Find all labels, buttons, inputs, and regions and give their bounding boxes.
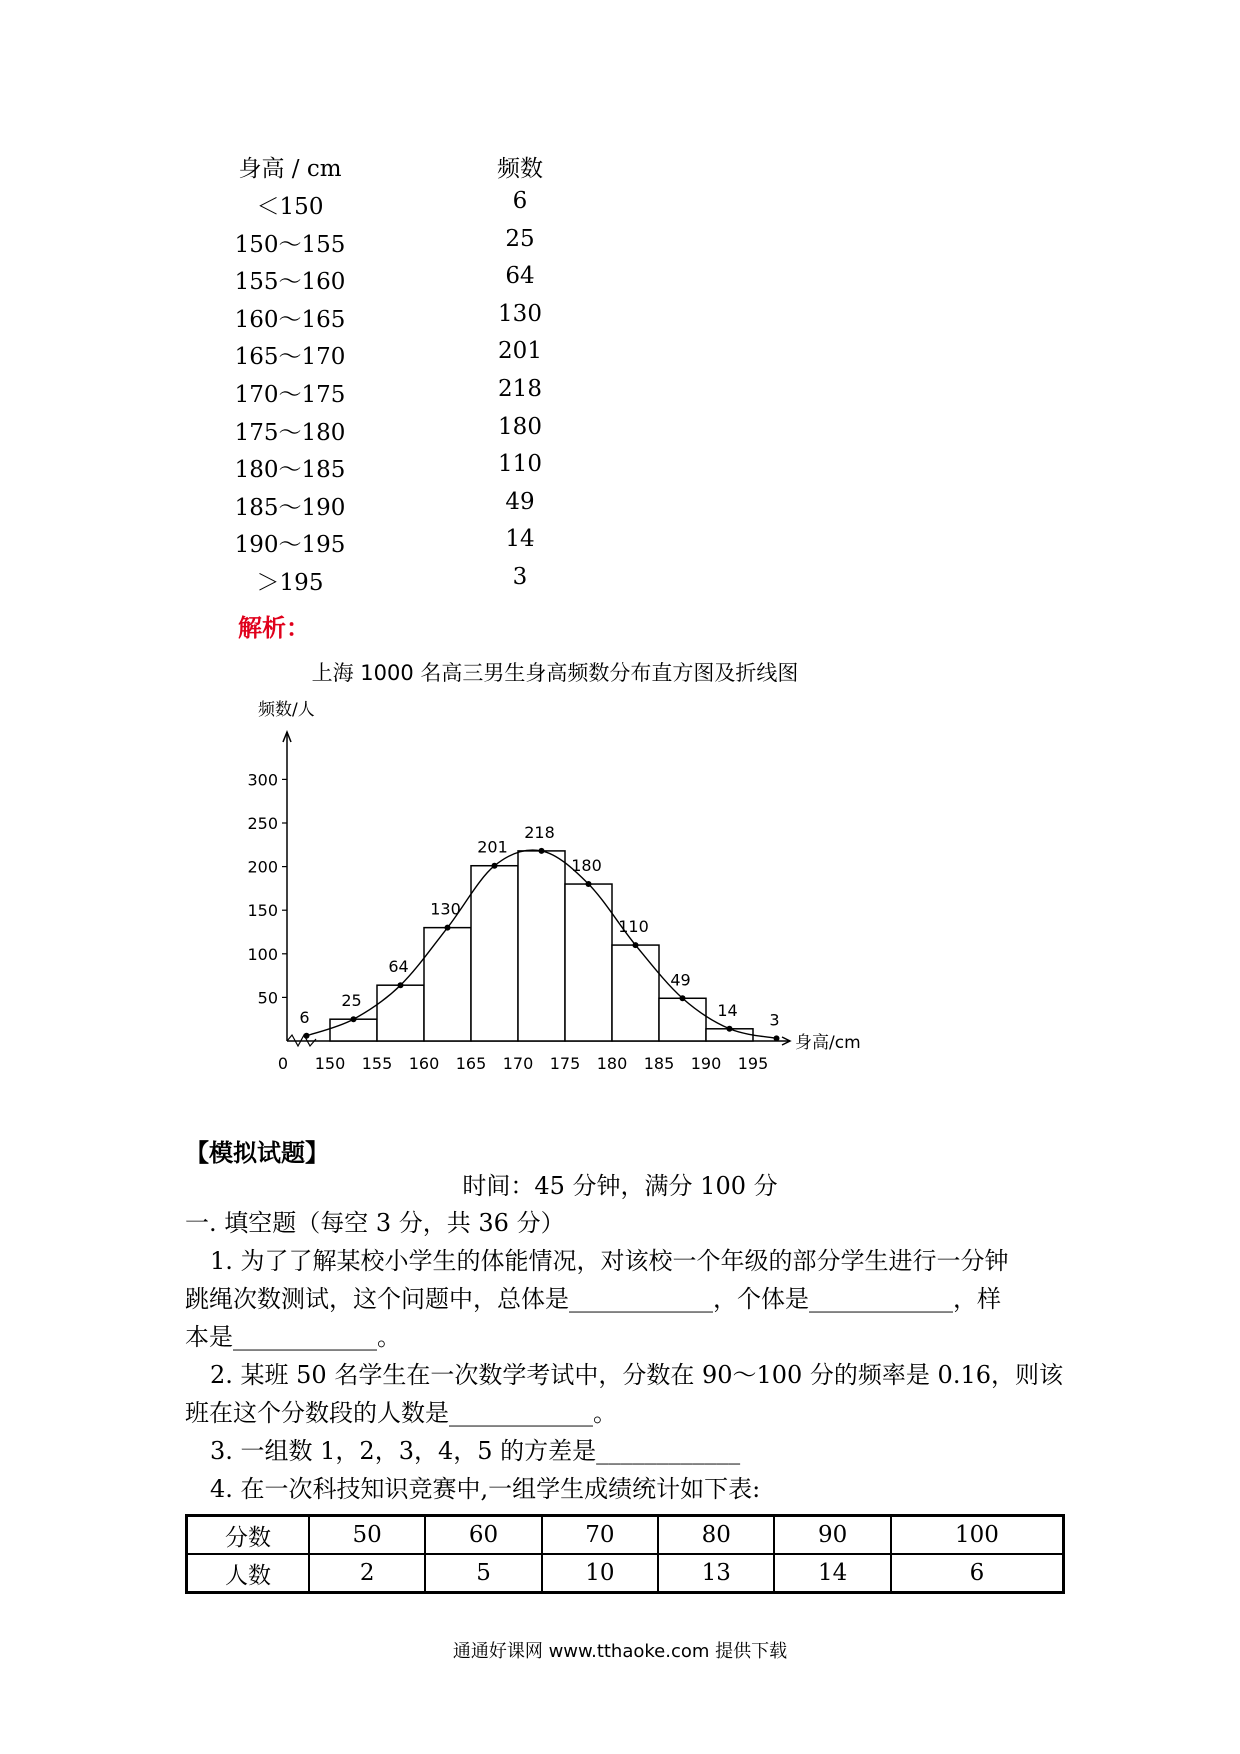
height-range-cell: 165～170 <box>234 344 346 371</box>
x-tick-label: 155 <box>361 1054 393 1073</box>
data-label: 25 <box>341 991 362 1011</box>
frequency-cell: 110 <box>498 451 542 478</box>
height-range-cell: 170～175 <box>234 382 346 408</box>
histogram-bar <box>612 945 659 1041</box>
score-table <box>185 1514 1065 1594</box>
table-row <box>0 451 620 487</box>
frequency-cell: 201 <box>498 338 542 365</box>
table-row <box>0 188 620 224</box>
frequency-cell: 6 <box>512 188 528 214</box>
frequency-cell: 218 <box>498 376 542 402</box>
y-tick-label: 200 <box>247 857 278 877</box>
polygon-point <box>304 1033 310 1039</box>
histogram-bar <box>330 1019 377 1041</box>
score-cell: 50 <box>309 1516 425 1555</box>
table-row <box>0 414 620 450</box>
x-tick-label: 185 <box>643 1054 675 1073</box>
score-cell: 70 <box>542 1516 658 1555</box>
table-row <box>0 564 620 600</box>
x-tick-label: 0 <box>277 1054 289 1073</box>
question-4: 4. 在一次科技知识竞赛中,一组学生成绩统计如下表: <box>210 1475 761 1503</box>
frequency-cell: 14 <box>505 526 535 553</box>
data-label: 218 <box>524 822 555 842</box>
frequency-cell: 3 <box>512 564 528 590</box>
x-tick-label: 170 <box>502 1054 534 1073</box>
y-tick-label: 250 <box>247 814 278 833</box>
height-range-cell: 150～155 <box>234 231 346 258</box>
polygon-point <box>398 982 404 988</box>
score-cell: 80 <box>658 1516 774 1555</box>
count-cell: 6 <box>891 1554 1064 1593</box>
x-tick-label: 165 <box>455 1054 487 1073</box>
height-range-cell: 160～165 <box>234 306 346 333</box>
question-1-line-3: 本是____________。 <box>185 1323 401 1351</box>
footer: 通通好课网 www.tthaoke.com 提供下载 <box>452 1641 788 1662</box>
table-header-row <box>0 150 620 186</box>
height-range-cell: 175～180 <box>234 419 346 446</box>
table-row <box>0 263 620 299</box>
height-range-cell: ＜150 <box>256 194 324 220</box>
count-cell: 5 <box>425 1554 541 1593</box>
count-row <box>187 1554 1064 1593</box>
histogram-bar <box>377 985 424 1041</box>
count-cell: 14 <box>774 1554 890 1593</box>
count-row-label: 人数 <box>187 1554 310 1593</box>
question-2-line-1: 2. 某班 50 名学生在一次数学考试中，分数在 90～100 分的频率是 0.16，则该 <box>210 1361 1063 1389</box>
polygon-point <box>633 942 639 948</box>
polygon-point <box>445 925 451 931</box>
histogram-bar <box>659 998 706 1041</box>
score-row-label: 分数 <box>187 1516 310 1555</box>
y-tick-label: 150 <box>247 901 278 921</box>
header-height: 身高 / cm <box>238 156 342 182</box>
table-row <box>0 338 620 374</box>
histogram-bar <box>565 884 612 1041</box>
count-cell: 10 <box>542 1554 658 1593</box>
question-1-line-1: 1. 为了了解某校小学生的体能情况，对该校一个年级的部分学生进行一分钟 <box>210 1247 1009 1275</box>
table-row <box>0 301 620 337</box>
height-range-cell: 185～190 <box>234 494 346 521</box>
polygon-point <box>351 1016 357 1022</box>
data-label: 49 <box>670 970 691 990</box>
y-tick-label: 300 <box>247 770 278 790</box>
chart-title: 上海 1000 名高三男生身高频数分布直方图及折线图 <box>311 661 799 685</box>
polygon-point <box>492 863 498 869</box>
data-label: 110 <box>618 917 649 937</box>
height-range-cell: 180～185 <box>234 457 346 484</box>
data-label: 201 <box>477 837 508 857</box>
header-frequency: 频数 <box>497 156 543 182</box>
height-range-cell: ＞195 <box>256 570 324 596</box>
height-range-cell: 190～195 <box>234 532 346 559</box>
score-cell: 100 <box>891 1516 1064 1555</box>
data-label: 180 <box>571 856 602 876</box>
x-tick-label: 195 <box>737 1054 769 1073</box>
x-tick-label: 150 <box>314 1054 346 1073</box>
question-2-line-2: 班在这个分数段的人数是____________。 <box>185 1399 617 1427</box>
y-tick-label: 50 <box>257 988 278 1008</box>
table-row <box>0 489 620 525</box>
data-label: 6 <box>299 1007 310 1027</box>
polygon-point <box>727 1026 733 1032</box>
table-row <box>0 226 620 262</box>
analysis-label: 解析： <box>238 614 310 642</box>
frequency-cell: 180 <box>498 413 542 440</box>
question-1-line-2: 跳绳次数测试，这个问题中，总体是____________，个体是____________，样 <box>185 1285 1001 1313</box>
height-range-cell: 155～160 <box>234 269 346 296</box>
count-cell: 2 <box>309 1554 425 1593</box>
polygon-point <box>680 995 686 1001</box>
count-cell: 13 <box>658 1554 774 1593</box>
polygon-point <box>774 1035 780 1041</box>
table-row <box>0 376 620 412</box>
data-label: 64 <box>388 957 409 977</box>
x-axis-label: 身高/cm <box>795 1033 861 1053</box>
score-cell: 90 <box>774 1516 890 1555</box>
score-row <box>187 1516 1064 1555</box>
mock-exam-title: 【模拟试题】 <box>185 1139 329 1167</box>
data-label: 3 <box>769 1010 780 1030</box>
histogram-bar <box>518 851 565 1041</box>
time-info: 时间：45 分钟，满分 100 分 <box>462 1172 778 1200</box>
section-fill-in: 一. 填空题（每空 3 分，共 36 分） <box>185 1209 565 1237</box>
data-label: 130 <box>430 899 461 919</box>
frequency-cell: 49 <box>505 488 535 515</box>
frequency-cell: 130 <box>498 300 542 327</box>
x-tick-label: 160 <box>408 1054 440 1073</box>
polygon-point <box>586 881 592 887</box>
y-tick-label: 100 <box>247 944 278 964</box>
x-tick-label: 175 <box>549 1054 581 1073</box>
data-label: 14 <box>717 1000 738 1020</box>
histogram-bar <box>424 928 471 1041</box>
frequency-cell: 25 <box>505 225 535 252</box>
polygon-point <box>539 848 545 854</box>
histogram-chart <box>0 680 1240 1100</box>
x-tick-label: 180 <box>596 1054 628 1073</box>
frequency-cell: 64 <box>505 263 535 290</box>
y-axis-label: 频数/人 <box>258 700 315 720</box>
question-3: 3. 一组数 1，2，3，4，5 的方差是____________ <box>210 1437 741 1465</box>
x-tick-label: 190 <box>690 1054 722 1073</box>
score-cell: 60 <box>425 1516 541 1555</box>
histogram-bar <box>471 866 518 1041</box>
table-row <box>0 526 620 562</box>
